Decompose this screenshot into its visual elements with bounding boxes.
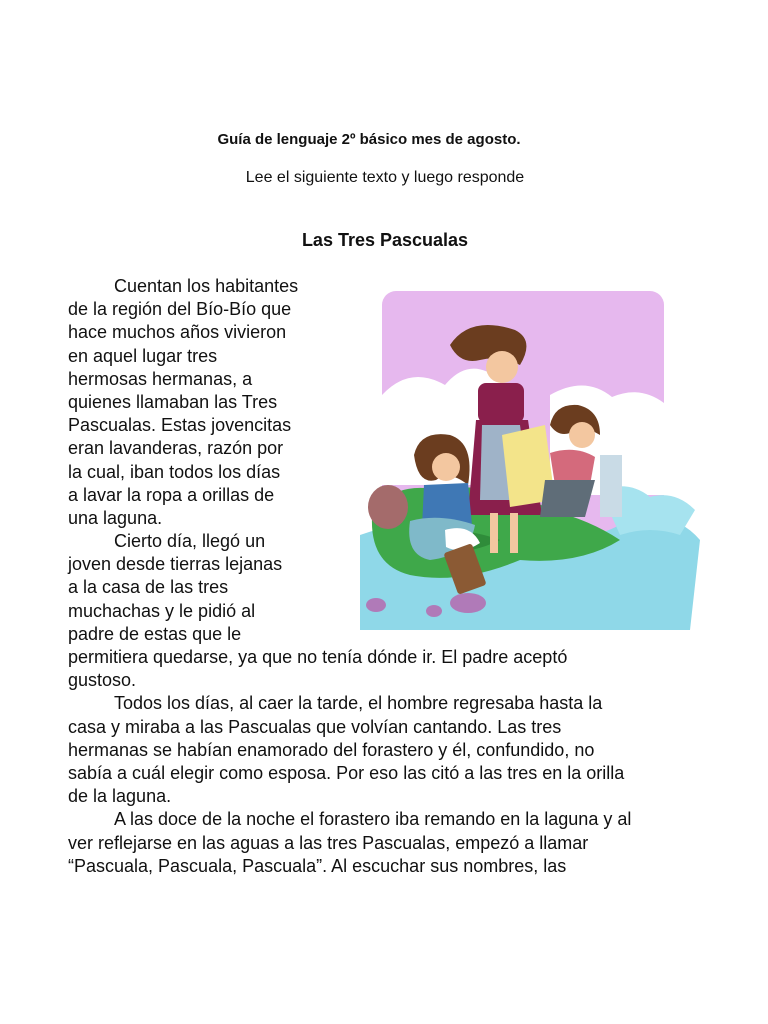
story-line: Todos los días, al caer la tarde, el hombre regresaba hasta la: [114, 693, 603, 714]
story-line: casa y miraba a las Pascualas que volvían cantando. Las tres: [68, 716, 562, 737]
story-line: Pascualas. Estas jovencitas: [68, 415, 292, 436]
story-line: Cuentan los habitantes: [114, 276, 299, 296]
rock: [366, 598, 386, 612]
three-washerwomen-illustration: [350, 285, 702, 630]
story-line: de la laguna.: [68, 786, 172, 807]
story-line: padre de estas que le: [68, 623, 242, 644]
story-line: a lavar la ropa a orillas de: [68, 484, 275, 505]
story-title: Las Tres Pascualas: [301, 230, 469, 250]
story-line: A las doce de la noche el forastero iba remando en la laguna y al: [114, 809, 632, 830]
rock: [450, 593, 486, 613]
story-line: hermanas se habían enamorado del forastero y él, confundido, no: [68, 739, 595, 760]
story-line: en aquel lugar tres: [68, 345, 218, 366]
story-line: quienes llamaban las Tres: [68, 391, 278, 412]
story-line: muchachas y le pidió al: [68, 600, 256, 621]
story-line: una laguna.: [68, 507, 163, 528]
story-line: la cual, iban todos los días: [68, 461, 281, 482]
story-line: eran lavanderas, razón por: [68, 438, 284, 459]
story-line: ver reflejarse en las aguas a las tres Pascualas, empezó a llamar: [68, 832, 589, 853]
document-title: Guía de lenguaje 2º básico mes de agosto.: [217, 131, 521, 148]
story-line: hace muchos años vivieron: [68, 322, 287, 343]
rock: [368, 485, 408, 529]
story-line: Cierto día, llegó un: [114, 531, 266, 552]
story-line: joven desde tierras lejanas: [68, 554, 283, 575]
story-line: “Pascuala, Pascuala, Pascuala”. Al escuchar sus nombres, las: [68, 855, 567, 876]
story-line: permitiera quedarse, ya que no tenía dónde ir. El padre aceptó: [68, 647, 568, 667]
rock: [426, 605, 442, 617]
story-line: de la región del Bío-Bío que: [68, 299, 292, 320]
story-line: gustoso.: [68, 670, 137, 691]
instruction-text: Lee el siguiente texto y luego responde: [245, 169, 525, 186]
story-line: a la casa de las tres: [68, 577, 229, 598]
story-line: hermosas hermanas, a: [68, 368, 253, 389]
story-line: sabía a cuál elegir como esposa. Por eso las citó a las tres en la orilla: [68, 762, 625, 783]
